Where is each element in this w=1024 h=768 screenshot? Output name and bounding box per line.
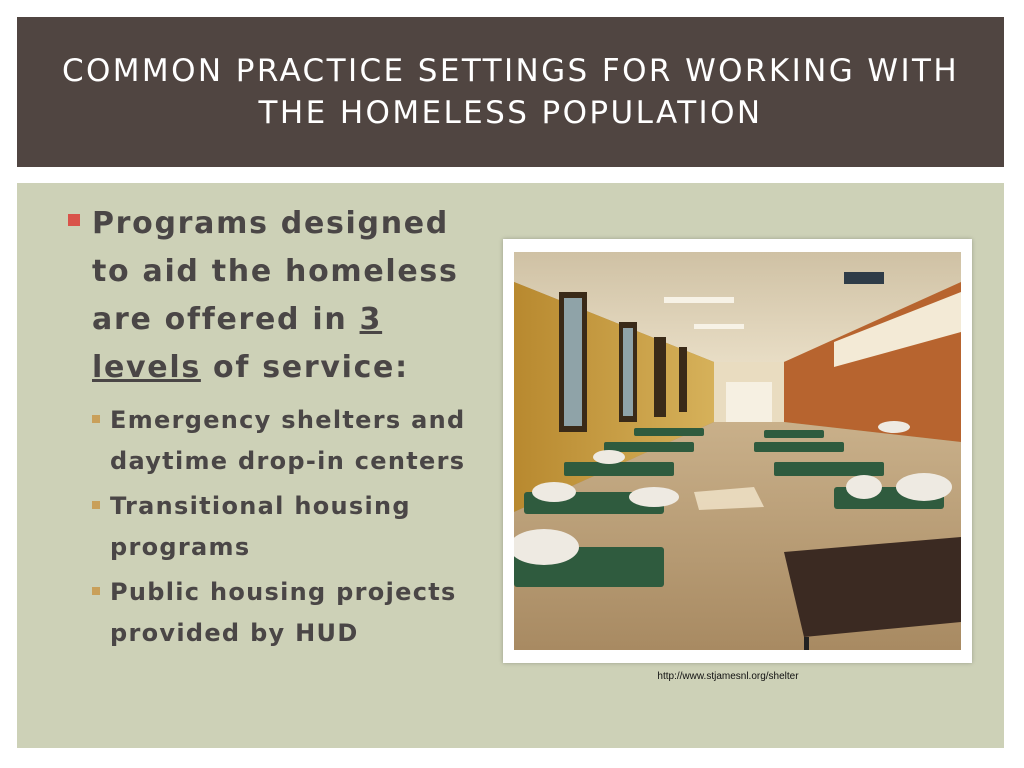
title-bar [17, 17, 1004, 167]
bullet-list [68, 200, 478, 658]
shelter-photo-frame [503, 239, 972, 663]
bullet-marker-square [68, 214, 80, 226]
main-bullet-text-end: of service: [200, 350, 409, 385]
sub-bullet [92, 486, 478, 568]
main-bullet-underlined: 3 levels [92, 302, 383, 385]
image-caption: http://www.stjamesnl.org/shelter [657, 671, 799, 682]
sub-bullet-marker [92, 415, 100, 423]
main-bullet [68, 200, 478, 392]
main-bullet-text: Programs designed to aid the homeless are offered in [92, 206, 459, 337]
sub-bullet [92, 572, 478, 654]
sub-bullet [92, 400, 478, 482]
sub-bullet-text: Public housing projects provided by HUD [110, 578, 457, 647]
sub-bullet-text: Emergency shelters and daytime drop-in centers [110, 406, 466, 475]
sub-bullet-text: Transitional housing programs [110, 492, 411, 561]
slide-title: COMMON PRACTICE SETTINGS FOR WORKING WITH THE HOMELESS POPULATION [61, 53, 960, 131]
sub-bullet-marker [92, 501, 100, 509]
sub-bullet-list [92, 400, 478, 654]
sub-bullet-marker [92, 587, 100, 595]
shelter-photo [514, 252, 961, 650]
